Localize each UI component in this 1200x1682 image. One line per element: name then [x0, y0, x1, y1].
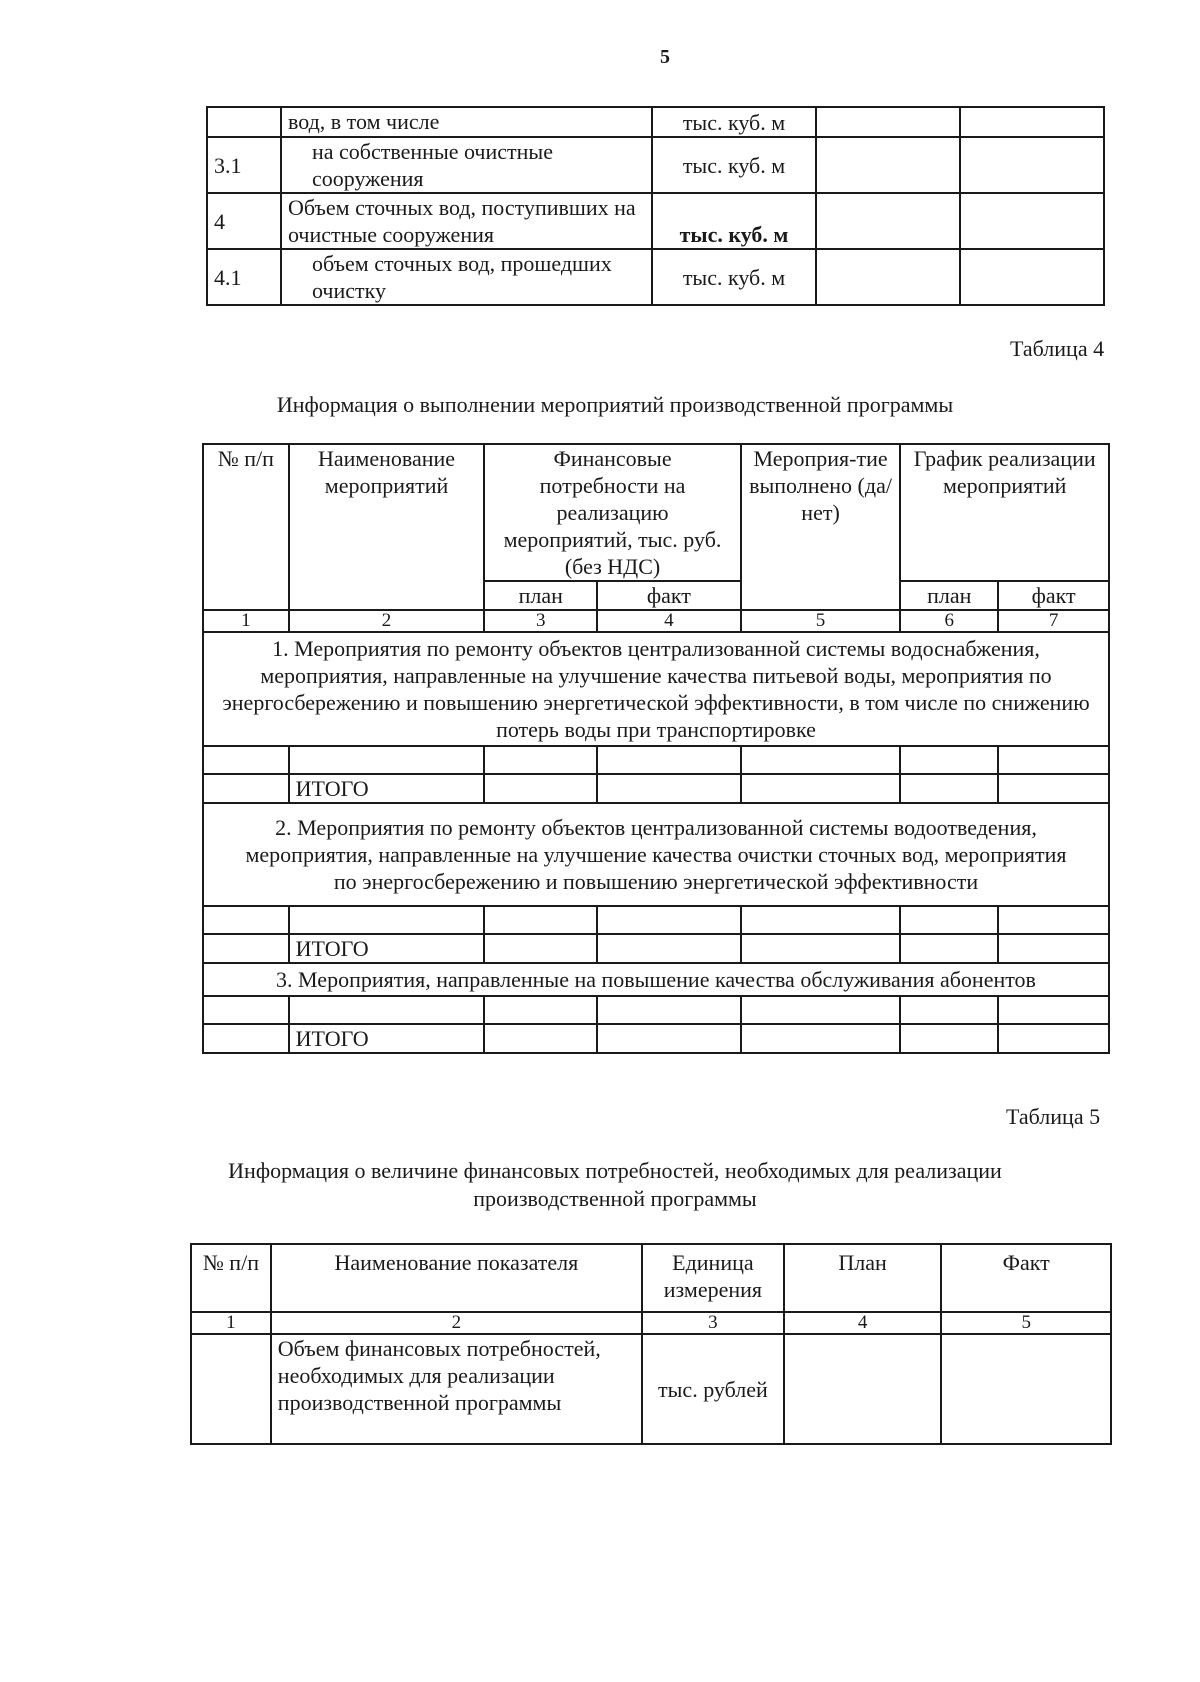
page-number: 5: [660, 46, 670, 68]
row-number: 4: [207, 193, 281, 249]
program-measures-table: [202, 443, 1110, 1054]
empty-cell: [816, 137, 960, 193]
total-label: ИТОГО: [289, 934, 485, 963]
table5-title-line1: Информация о величине финансовых потребностей, необходимых для реализации: [228, 1158, 1002, 1183]
table-row: [203, 996, 1109, 1024]
header-plan: План: [784, 1244, 942, 1312]
column-number: 2: [289, 610, 485, 632]
financial-needs-table: [190, 1243, 1112, 1445]
table-row: [207, 249, 1104, 305]
header-row: [203, 444, 1109, 581]
header-finance: Финансовые потребности на реализацию мероприятий, тыс. руб. (без НДС): [484, 444, 740, 581]
header-row: [191, 1244, 1111, 1312]
table5-title-line2: производственной программы: [473, 1186, 757, 1211]
column-number: 1: [191, 1312, 271, 1334]
column-number: 4: [784, 1312, 942, 1334]
row-unit: тыс. рублей: [642, 1334, 784, 1444]
wastewater-volume-table: [206, 106, 1105, 306]
empty-cell: [816, 107, 960, 137]
total-row: [203, 934, 1109, 963]
row-unit: тыс. куб. м: [652, 249, 816, 305]
header-schedule: График реализации мероприятий: [900, 444, 1109, 581]
column-number: 3: [642, 1312, 784, 1334]
row-unit: тыс. куб. м: [652, 107, 816, 137]
section-row: [203, 963, 1109, 996]
row-name: объем сточных вод, прошедших очистку: [281, 249, 652, 305]
column-number-row: [203, 610, 1109, 632]
header-finance-plan: план: [484, 581, 597, 610]
header-unit: Единица измерения: [642, 1244, 784, 1312]
header-name: Наименование показателя: [271, 1244, 642, 1312]
row-name: вод, в том числе: [281, 107, 652, 137]
column-number: 4: [597, 610, 741, 632]
empty-cell: [960, 137, 1104, 193]
row-fact: [941, 1334, 1111, 1444]
total-row: [203, 774, 1109, 803]
header-schedule-fact: факт: [998, 581, 1109, 610]
row-unit: тыс. куб. м: [652, 193, 816, 249]
section-row: [203, 803, 1109, 906]
row-number: 3.1: [207, 137, 281, 193]
table-row: [207, 107, 1104, 137]
table4-title: Информация о выполнении мероприятий производственной программы: [276, 392, 954, 417]
table-row: [191, 1334, 1111, 1444]
table4-caption: Таблица 4: [1010, 336, 1105, 361]
total-row: [203, 1024, 1109, 1053]
empty-cell: [960, 107, 1104, 137]
section-title: 1. Мероприятия по ремонту объектов централизованной системы водоснабжения, мероприятия, направленные на улучшение качества питьевой воды, мероприятия по энергосбережению и повышению энергетической эффективности, в том числе по снижению потерь воды при транспортировке: [203, 632, 1109, 746]
column-number: 5: [741, 610, 901, 632]
table-row: [207, 193, 1104, 249]
empty-cell: [960, 249, 1104, 305]
table-row: [207, 137, 1104, 193]
row-name: на собственные очистные сооружения: [281, 137, 652, 193]
column-number-row: [191, 1312, 1111, 1334]
total-label: ИТОГО: [289, 1024, 485, 1053]
table-row: [203, 906, 1109, 934]
row-name: Объем финансовых потребностей, необходимых для реализации производственной программы: [271, 1334, 642, 1444]
column-number: 1: [203, 610, 289, 632]
column-number: 5: [941, 1312, 1111, 1334]
table5-caption: Таблица 5: [1006, 1104, 1101, 1129]
total-label: ИТОГО: [289, 774, 485, 803]
row-number: 4.1: [207, 249, 281, 305]
column-number: 2: [271, 1312, 642, 1334]
header-finance-fact: факт: [597, 581, 741, 610]
row-unit: тыс. куб. м: [652, 137, 816, 193]
header-num: № п/п: [191, 1244, 271, 1312]
section-row: [203, 632, 1109, 746]
header-schedule-plan: план: [900, 581, 998, 610]
header-name: Наименование мероприятий: [289, 444, 485, 610]
section-title: 2. Мероприятия по ремонту объектов централизованной системы водоотведения, мероприятия, направленные на улучшение качества очистки сточных вод, мероприятия по энергосбережению и повышению энергетической эффективности: [203, 803, 1109, 906]
empty-cell: [816, 193, 960, 249]
column-number: 6: [900, 610, 998, 632]
row-number: [191, 1334, 271, 1444]
column-number: 3: [484, 610, 597, 632]
row-plan: [784, 1334, 942, 1444]
section-title: 3. Мероприятия, направленные на повышение качества обслуживания абонентов: [203, 963, 1109, 996]
column-number: 7: [998, 610, 1109, 632]
table-row: [203, 746, 1109, 774]
header-num: № п/п: [203, 444, 289, 610]
empty-cell: [960, 193, 1104, 249]
header-fact: Факт: [941, 1244, 1111, 1312]
header-done: Мероприя-тие выполнено (да/нет): [741, 444, 901, 610]
empty-cell: [816, 249, 960, 305]
row-number: [207, 107, 281, 137]
row-name: Объем сточных вод, поступивших на очистные сооружения: [281, 193, 652, 249]
